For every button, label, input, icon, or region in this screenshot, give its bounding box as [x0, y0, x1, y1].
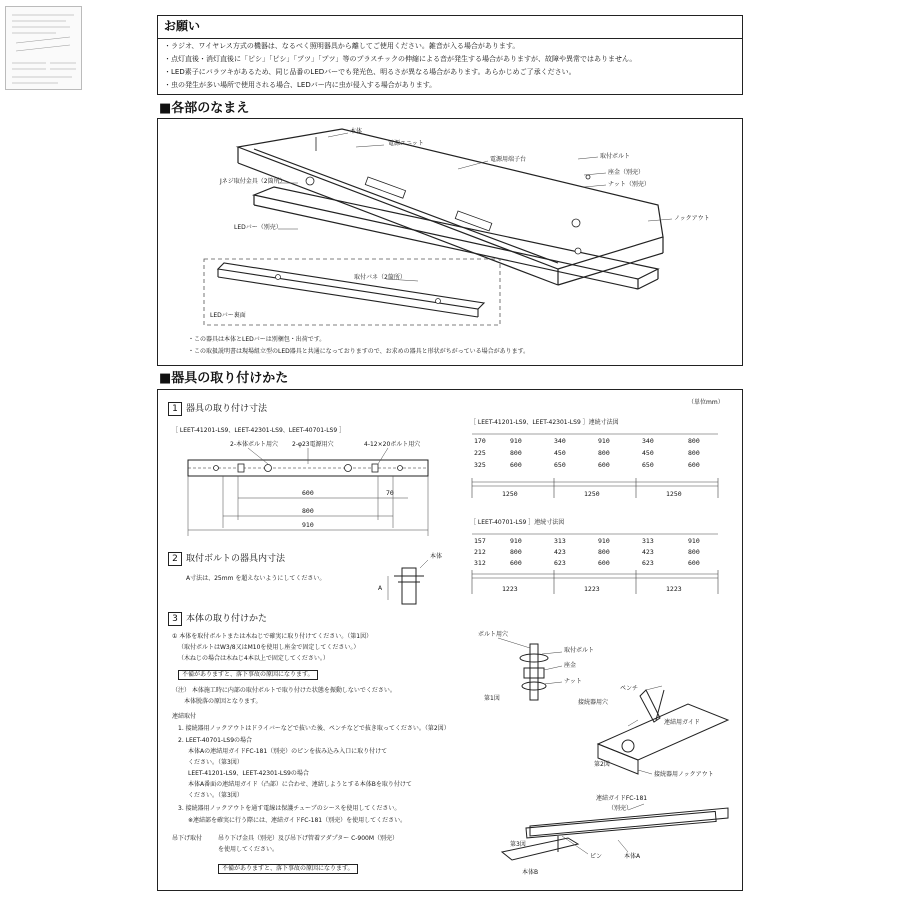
- table2-cell: 157: [474, 537, 486, 545]
- step3-line: （木ねじの場合は木ねじ4本以上で固定してください。）: [178, 655, 329, 662]
- step3-note: 本体脱落の原因となります。: [184, 698, 262, 705]
- step1-models: ［ LEET-41201-LS9、LEET-42301-LS9、LEET-40701-LS9 ］: [172, 427, 346, 434]
- table1-cell: 340: [554, 437, 566, 445]
- step2-number: 2: [168, 552, 182, 566]
- table1-total: 1250: [584, 490, 600, 498]
- step3-line: （取付ボルトはW3/8又はM10を使用し座金で固定してください。）: [178, 644, 360, 651]
- table2-cell: 623: [554, 559, 566, 567]
- label-nut: ナット（別売）: [608, 181, 650, 188]
- notice-line: ・虫の発生が多い場所で使用される場合、LEDバー内に虫が侵入する場合があります。: [164, 81, 437, 89]
- fig3-pin: ピン: [590, 853, 603, 860]
- label-led-back: LEDバー裏面: [210, 312, 246, 319]
- label-bolt: 取付ボルト: [600, 153, 631, 160]
- parts-note: ・この取扱説明書は現場組立型のLED器具と共通になっておりますので、お求めの器具と形状がちがっている場合があります。: [188, 348, 530, 355]
- table2-title: ［ LEET-40701-LS9 ］連続寸法図: [470, 519, 565, 526]
- fig3-guide: 連結ガイドFC-181: [596, 795, 648, 802]
- table2-cell: 600: [598, 559, 610, 567]
- parts-diagram: [158, 119, 744, 367]
- table1-cell: 800: [598, 449, 610, 457]
- table1-cell: 600: [688, 461, 700, 469]
- table2-total: 1223: [502, 585, 518, 593]
- step1-title-text: 器具の取り付け寸法: [186, 404, 268, 414]
- parts-heading: ■各部のなまえ: [159, 101, 250, 116]
- label-power-unit: 電源ユニット: [388, 140, 424, 147]
- table2-cell: 800: [598, 548, 610, 556]
- hang-text: を使用してください。: [218, 846, 279, 853]
- step3-number: 3: [168, 612, 182, 626]
- thumbnail-sketch: [6, 7, 81, 89]
- notice-line: ・ラジオ、ワイヤレス方式の機器は、なるべく照明器具から離してご使用ください。雑音が入る場合があります。: [164, 42, 520, 50]
- step2-label-body: 本体: [430, 553, 443, 560]
- install-heading: ■器具の取り付けかた: [159, 371, 289, 386]
- fig1-bolt-hole: ボルト用穴: [478, 631, 509, 638]
- label-mount-bracket: 取付バネ（2箇所）: [354, 274, 406, 281]
- table1-cell: 800: [688, 449, 700, 457]
- step3-note: （注） 本体施工時に内部の取付ボルトで取り付けた状態を振動しないでください。: [172, 687, 396, 694]
- table2-cell: 623: [642, 559, 654, 567]
- step2-label-a: A: [378, 585, 383, 592]
- page-thumbnail[interactable]: [5, 6, 82, 90]
- unit-label: （単位mm）: [688, 399, 724, 406]
- table1-cell: 450: [642, 449, 654, 457]
- table2-cell: 313: [554, 537, 566, 545]
- notice-line: ・LED素子にバラツキがあるため、同じ品番のLEDバーでも発光色、明るさが異なる場合があります。あらかじめご了承ください。: [164, 68, 576, 76]
- table2-cell: 800: [688, 548, 700, 556]
- fig2-pliers: ペンチ: [620, 685, 639, 692]
- wiring-title: 連結取付: [172, 713, 197, 720]
- table2-cell: 423: [554, 548, 566, 556]
- table1-cell: 800: [510, 449, 522, 457]
- fig1-bolt: 取付ボルト: [564, 647, 595, 654]
- table1-cell: 650: [642, 461, 654, 469]
- step2-text: A寸法は、25mm を超えないようにしてください。: [186, 575, 326, 582]
- wiring-line: 本体Aの連結用ガイドFC-181（別売）のピンを抜み込み入口に取り付けて: [188, 748, 388, 755]
- table2-cell: 423: [642, 548, 654, 556]
- table2-cell: 312: [474, 559, 486, 567]
- step3-title-text: 本体の取り付けかた: [186, 614, 268, 624]
- table2-cell: 600: [688, 559, 700, 567]
- table1-cell: 225: [474, 449, 486, 457]
- label-terminal: 電源用端子台: [490, 156, 527, 163]
- notice-line: ・点灯直後・消灯直後に「ピシ」「ピシ」「プツ」「プツ」等のプラスチックの伸縮による音が発生する場合がありますが、故障や異常ではありません。: [164, 55, 637, 63]
- label-knockout: ノックアウト: [674, 215, 710, 222]
- fig1-washer: 座金: [564, 662, 577, 669]
- fig1-nut: ナット: [564, 678, 582, 685]
- table2-cell: 910: [598, 537, 610, 545]
- hang-title: 吊下げ取付: [172, 835, 203, 842]
- table1-total: 1250: [502, 490, 518, 498]
- dim-70: 70: [386, 489, 394, 497]
- figure-drawings: [158, 390, 744, 892]
- table1-cell: 600: [598, 461, 610, 469]
- wiring-line: LEET-41201-LS9、LEET-42301-LS9の場合: [188, 770, 309, 777]
- warning-box: 不備がありますと、落下事故の原因になります。: [218, 864, 358, 874]
- table1-cell: 600: [510, 461, 522, 469]
- fig2-label: 第2図: [594, 761, 610, 768]
- step2-title-text: 取付ボルトの器具内寸法: [186, 554, 286, 564]
- table2-total: 1223: [584, 585, 600, 593]
- dim-600: 600: [302, 489, 314, 497]
- table1-title: ［ LEET-41201-LS9、LEET-42301-LS9 ］連続寸法図: [470, 419, 619, 426]
- dim-910: 910: [302, 521, 314, 529]
- label-led-bar: LEDバー（別売）: [234, 224, 282, 231]
- table1-cell: 325: [474, 461, 486, 469]
- hole-label-c: 4-12×20ボルト用穴: [364, 441, 421, 448]
- parts-box: [157, 118, 743, 366]
- hang-text: 吊り下げ金具（別売）及び吊下げ管着アダプター C-900M（別売）: [218, 835, 399, 842]
- wiring-line: ※連結部を確実に行う際には、連結ガイドFC-181（別売）を使用してください。: [188, 817, 407, 824]
- table1-cell: 170: [474, 437, 486, 445]
- table2-cell: 800: [510, 548, 522, 556]
- fig3-guide2: （別売）: [608, 805, 633, 812]
- wiring-line: ください。（第3図）: [188, 759, 243, 766]
- fig2-guide: 連結用ガイド: [664, 719, 700, 726]
- hole-label-b: 2-φ23電源用穴: [292, 441, 334, 448]
- step3-line: ① 本体を取付ボルトまたは木ねじで確実に取り付けてください。（第1図）: [172, 633, 373, 640]
- hole-label-a: 2-本体ボルト用穴: [230, 441, 278, 448]
- table1-cell: 910: [510, 437, 522, 445]
- notice-title: お願い: [164, 19, 201, 33]
- notice-divider: [158, 38, 742, 39]
- table1-cell: 450: [554, 449, 566, 457]
- label-washer: 座金（別売）: [608, 169, 645, 176]
- table2-cell: 313: [642, 537, 654, 545]
- table2-total: 1223: [666, 585, 682, 593]
- wiring-line: 本体A番面の連結用ガイド（凸部）に合わせ、連結しようとする本体Bを取り付けて: [188, 781, 412, 788]
- table1-cell: 800: [688, 437, 700, 445]
- table2-cell: 600: [510, 559, 522, 567]
- label-body: 本体: [350, 128, 363, 135]
- table1-total: 1250: [666, 490, 682, 498]
- warning-box: 不備がありますと、落下事故の原因になります。: [178, 670, 318, 680]
- wiring-line: 2. LEET-40701-LS9の場合: [178, 737, 253, 744]
- fig2-ko2: 接続器用ノックアウト: [654, 771, 714, 778]
- fig3-label: 第3図: [510, 841, 526, 848]
- table2-cell: 910: [510, 537, 522, 545]
- fig1-label: 第1図: [484, 695, 500, 702]
- label-screw: Jネジ取付金具（2箇所）: [220, 178, 286, 185]
- table1-cell: 650: [554, 461, 566, 469]
- wiring-line: 3. 接続器用ノックアウトを通す電線は保護チューブのシースを使用してください。: [178, 805, 401, 812]
- fig3-body-a: 本体A: [624, 853, 641, 860]
- wiring-line: ください。（第3図）: [188, 792, 243, 799]
- table1-cell: 340: [642, 437, 654, 445]
- fig2-ko: 接続器用穴: [578, 699, 609, 706]
- parts-note: ・この器具は本体とLEDバーは別梱包・出荷です。: [188, 336, 326, 343]
- table2-cell: 212: [474, 548, 486, 556]
- notice-box: [157, 15, 743, 95]
- table2-cell: 910: [688, 537, 700, 545]
- install-box: [157, 389, 743, 891]
- step1-number: 1: [168, 402, 182, 416]
- fig3-body-b: 本体B: [522, 869, 539, 876]
- dim-800: 800: [302, 507, 314, 515]
- wiring-line: 1. 接続器用ノックアウトはドライバーなどで抜いた後、ペンチなどで抜き取ってください。（第2図）: [178, 725, 450, 732]
- table1-cell: 910: [598, 437, 610, 445]
